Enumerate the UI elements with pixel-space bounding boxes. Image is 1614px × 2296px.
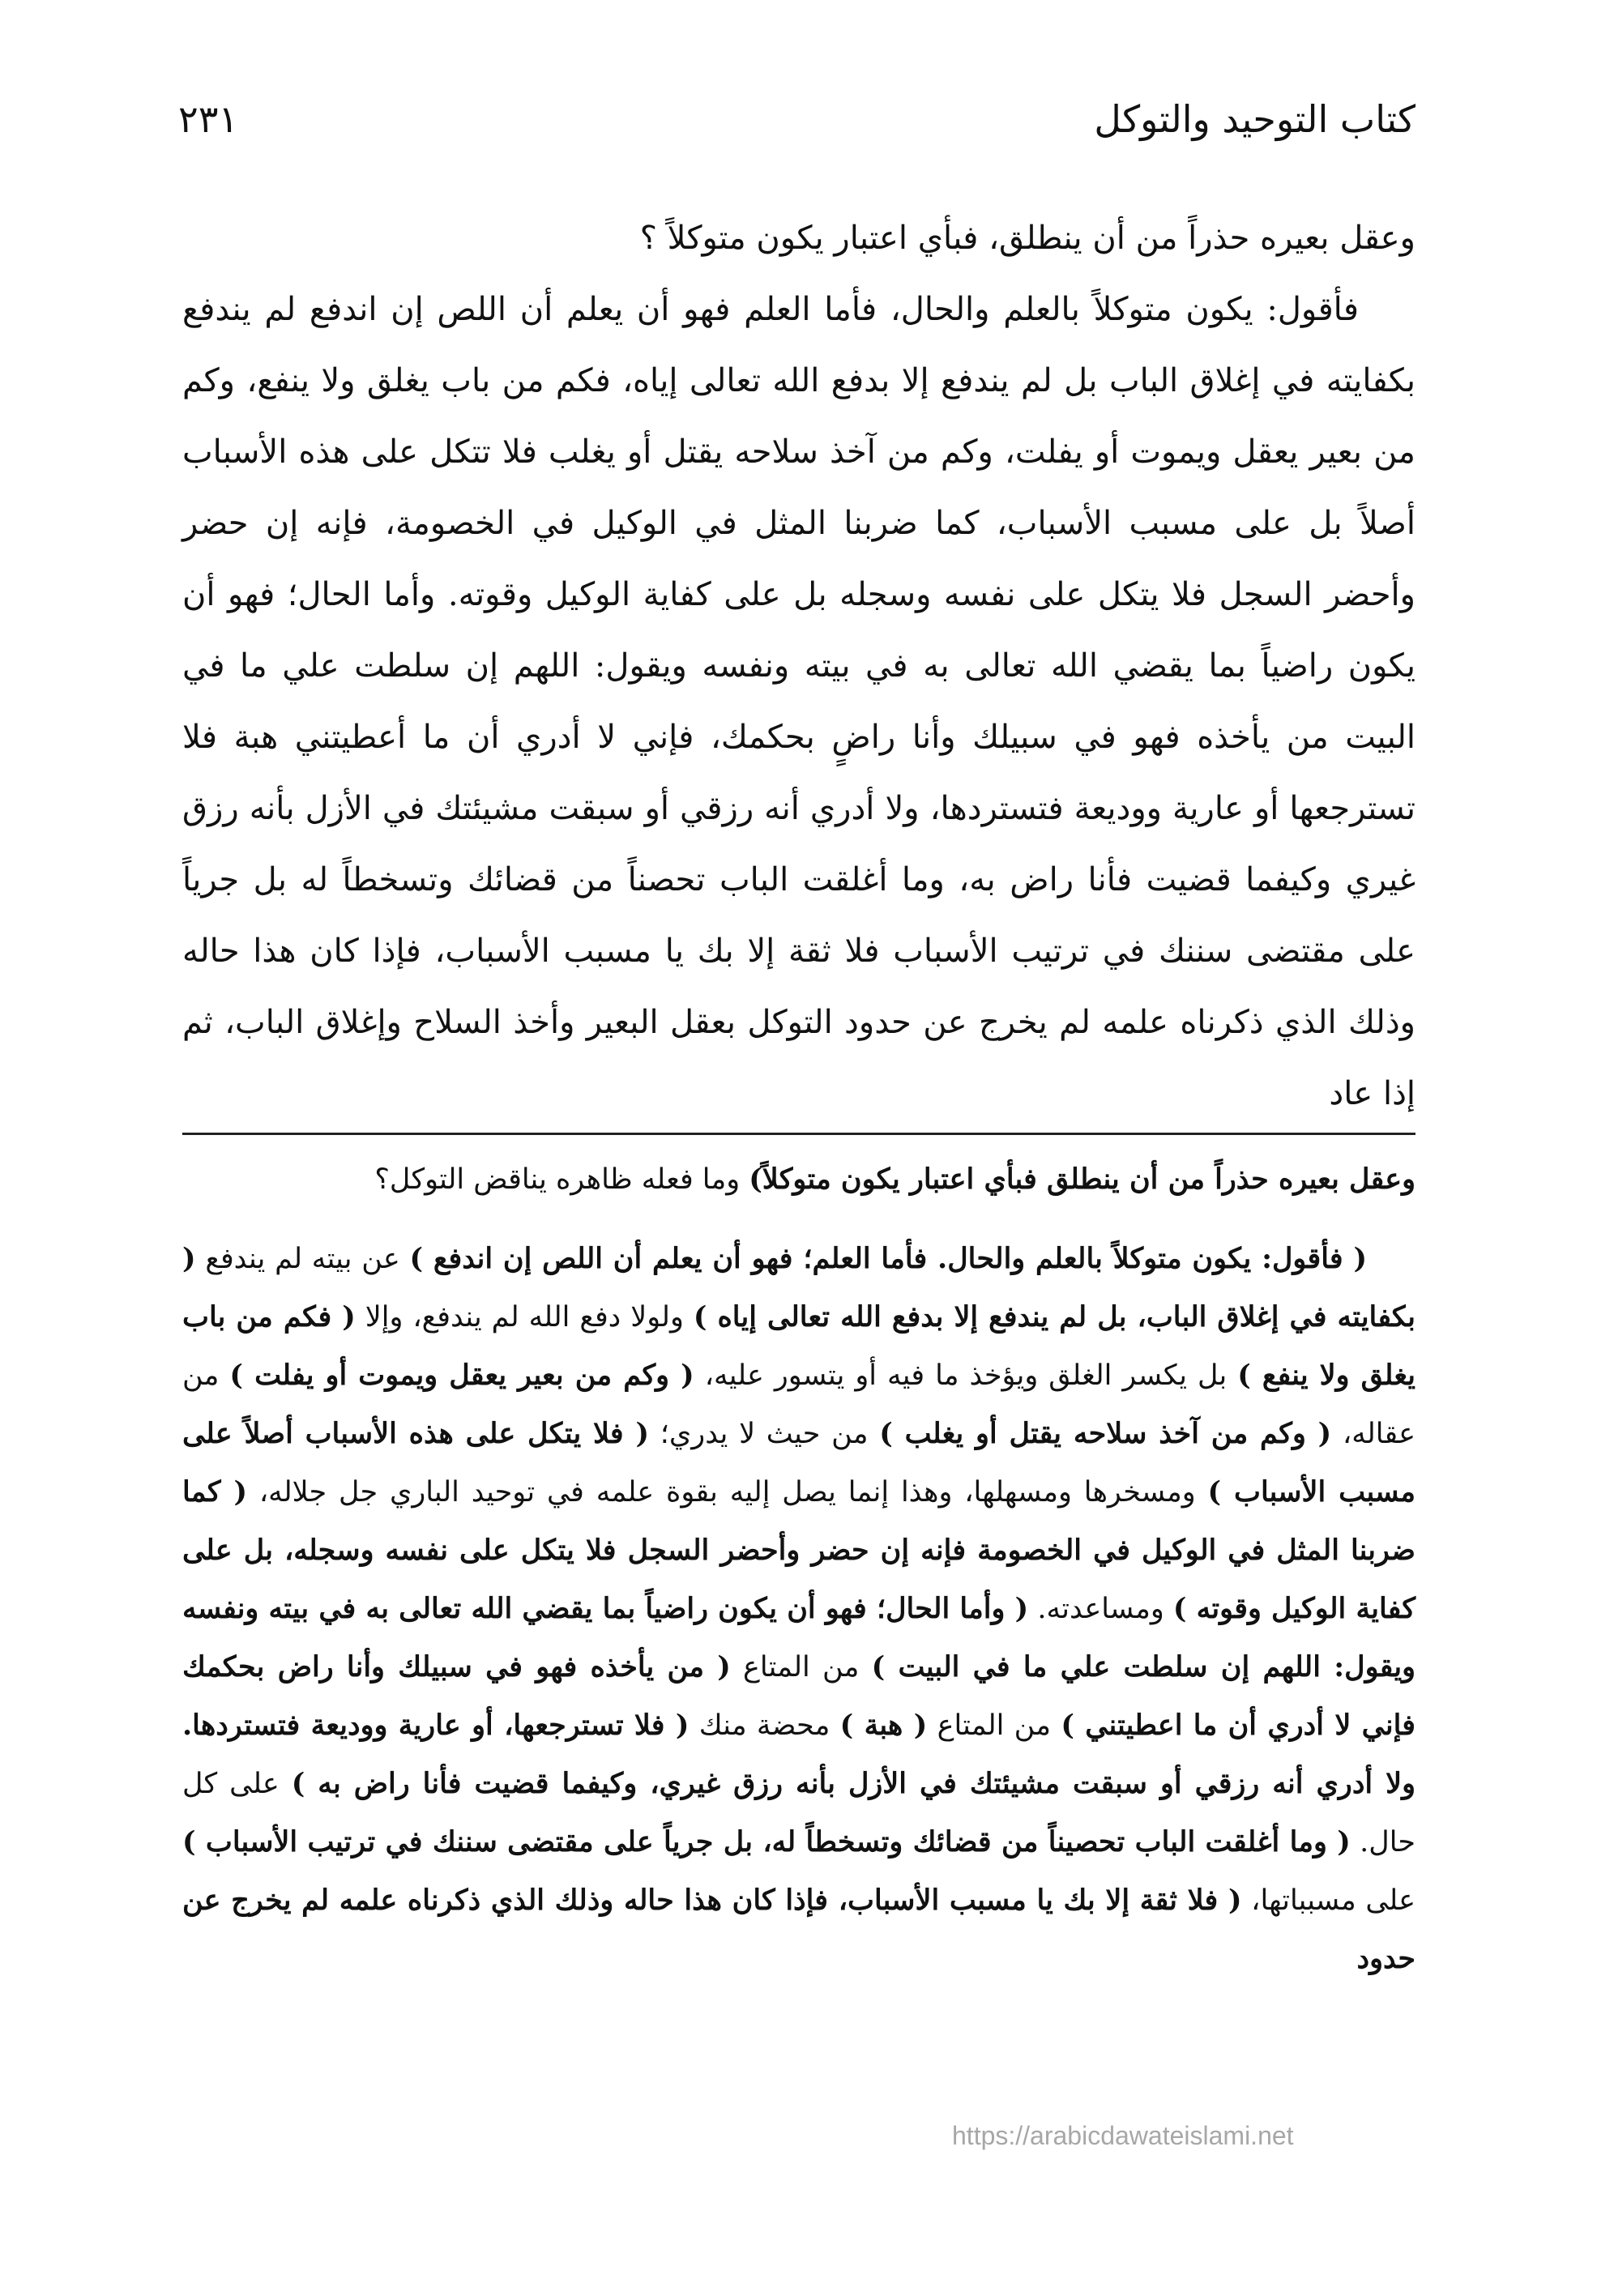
commentary-note: على مسبباتها،	[1241, 1884, 1415, 1917]
commentary-note: ومسخرها ومسهلها، وهذا إنما يصل إليه بقوة علمه في توحيد الباري جل جلاله،	[247, 1476, 1208, 1509]
commentary-quote: ( فكم من باب يغلق ولا ينفع )	[182, 1300, 1415, 1392]
commentary-note: محضة منك	[689, 1709, 840, 1742]
commentary-quote: ( كما ضربنا المثل في الوكيل في الخصومة فإنه إن حضر وأحضر السجل فلا يتكل على نفسه وسجله، بل على كفاية الوكيل وقوته )	[182, 1475, 1415, 1625]
commentary-text	[182, 1150, 1415, 2009]
commentary-note: بل يكسر الغلق ويؤخذ ما فيه أو يتسور عليه،	[694, 1359, 1238, 1392]
commentary-quote: ( وكم من بعير يعقل ويموت أو يفلت )	[229, 1359, 694, 1392]
commentary-quote: ( من يأخذه فهو في سبيلك وأنا راض بحكمك فإني لا أدري أن ما اعطيتني )	[182, 1650, 1415, 1742]
commentary-quote: ( بكفايته في إغلاق الباب، بل لم يندفع إلا بدفع الله تعالى إياه )	[182, 1242, 1415, 1334]
commentary-quote: وعقل بعيره حذراً من أن ينطلق فبأي اعتبار يكون متوكلاً)	[749, 1163, 1415, 1196]
main-paragraph-1: وعقل بعيره حذراً من أن ينطلق، فبأي اعتبار يكون متوكلاً ؟	[639, 220, 1415, 257]
commentary-note: وما فعله ظاهره يناقض التوكل؟	[374, 1163, 749, 1196]
commentary-paragraph-1	[182, 1150, 1415, 1209]
commentary-paragraph-2	[182, 1230, 1415, 1988]
commentary-quote: ( وما أغلقت الباب تحصيناً من قضائك وتسخطاً له، بل جرياً على مقتضى سننك في ترتيب الأسباب )	[182, 1825, 1351, 1859]
commentary-quote: ( فأقول: يكون متوكلاً بالعلم والحال. فأما العلم؛ فهو أن يعلم أن اللص إن اندفع )	[409, 1242, 1368, 1275]
commentary-quote: ( فلا يتكل على هذه الأسباب أصلاً على مسبب الأسباب )	[182, 1417, 1415, 1509]
website-watermark: https://arabicdawateislami.net	[952, 2121, 1294, 2150]
commentary-note: ولولا دفع الله لم يندفع، وإلا	[355, 1301, 694, 1334]
commentary-quote: ( وأما الحال؛ فهو أن يكون راضياً بما يقضي الله تعالى به في بيته ونفسه ويقول: اللهم إن سلطت علي ما في البيت )	[182, 1592, 1415, 1684]
commentary-quote: ( هبة )	[839, 1709, 928, 1742]
commentary-quote: ( فلا تسترجعها، أو عارية ووديعة فتستردها. ولا أدري أنه رزقي أو سبقت مشيئتك في الأزل بأنه رزق غيري، وكيفما قضيت فأنا راض به )	[182, 1709, 1415, 1800]
commentary-note: عن بيته لم يندفع	[195, 1243, 410, 1275]
commentary-note: ومساعدته.	[1028, 1593, 1173, 1625]
commentary-quote: ( فلا ثقة إلا بك يا مسبب الأسباب، فإذا كان هذا حاله وذلك الذي ذكرناه علمه لم يخرج عن حدود	[182, 1884, 1415, 1975]
page-number: ٢٣١	[178, 97, 239, 141]
main-paragraph-2: فأقول: يكون متوكلاً بالعلم والحال، فأما العلم فهو أن يعلم أن اللص إن اندفع لم يندفع بكفايته في إغلاق الباب بل لم يندفع إلا بدفع الله تعالى إياه، فكم من باب يغلق ولا ينفع، وكم من بعير يعقل ويموت أو يفلت، وكم من آخذ سلاحه يقتل أو يغلب فلا تتكل على هذه الأسباب أصلاً بل على مسبب الأسباب، كما ضربنا المثل في الوكيل في الخصومة، فإنه إن حضر وأحضر السجل فلا يتكل على نفسه وسجله بل على كفاية الوكيل وقوته. وأما الحال؛ فهو أن يكون راضياً بما يقضي الله تعالى به في بيته ونفسه ويقول: اللهم إن سلطت علي ما في البيت من يأخذه فهو في سبيلك وأنا راضٍ بحكمك، فإني لا أدري أن ما أعطيتني هبة فلا تسترجعها أو عارية ووديعة فتستردها، ولا أدري أنه رزقي أو سبقت مشيئتك في الأزل بأنه رزق غيري وكيفما قضيت فأنا راض به، وما أغلقت الباب تحصناً من قضائك وتسخطاً له بل جرياً على مقتضى سننك في ترتيب الأسباب فلا ثقة إلا بك يا مسبب الأسباب، فإذا كان هذا حاله وذلك الذي ذكرناه علمه لم يخرج عن حدود التوكل بعقل البعير وأخذ السلاح وإغلاق الباب، ثم إذا عاد	[182, 291, 1415, 1112]
commentary-note: من المتاع	[730, 1651, 872, 1684]
commentary-note: على كل حال.	[182, 1768, 1416, 1859]
commentary-note: من حيث لا يدري؛	[649, 1418, 880, 1450]
footnote-divider	[182, 1133, 1415, 1135]
commentary-note: من المتاع	[927, 1709, 1061, 1742]
page-header	[178, 97, 1415, 162]
commentary-quote: ( وكم من آخذ سلاحه يقتل أو يغلب )	[879, 1417, 1332, 1450]
commentary-note: من عقاله،	[182, 1359, 1415, 1450]
main-text	[182, 203, 1415, 1129]
book-title: كتاب التوحيد والتوكل	[1094, 97, 1415, 141]
